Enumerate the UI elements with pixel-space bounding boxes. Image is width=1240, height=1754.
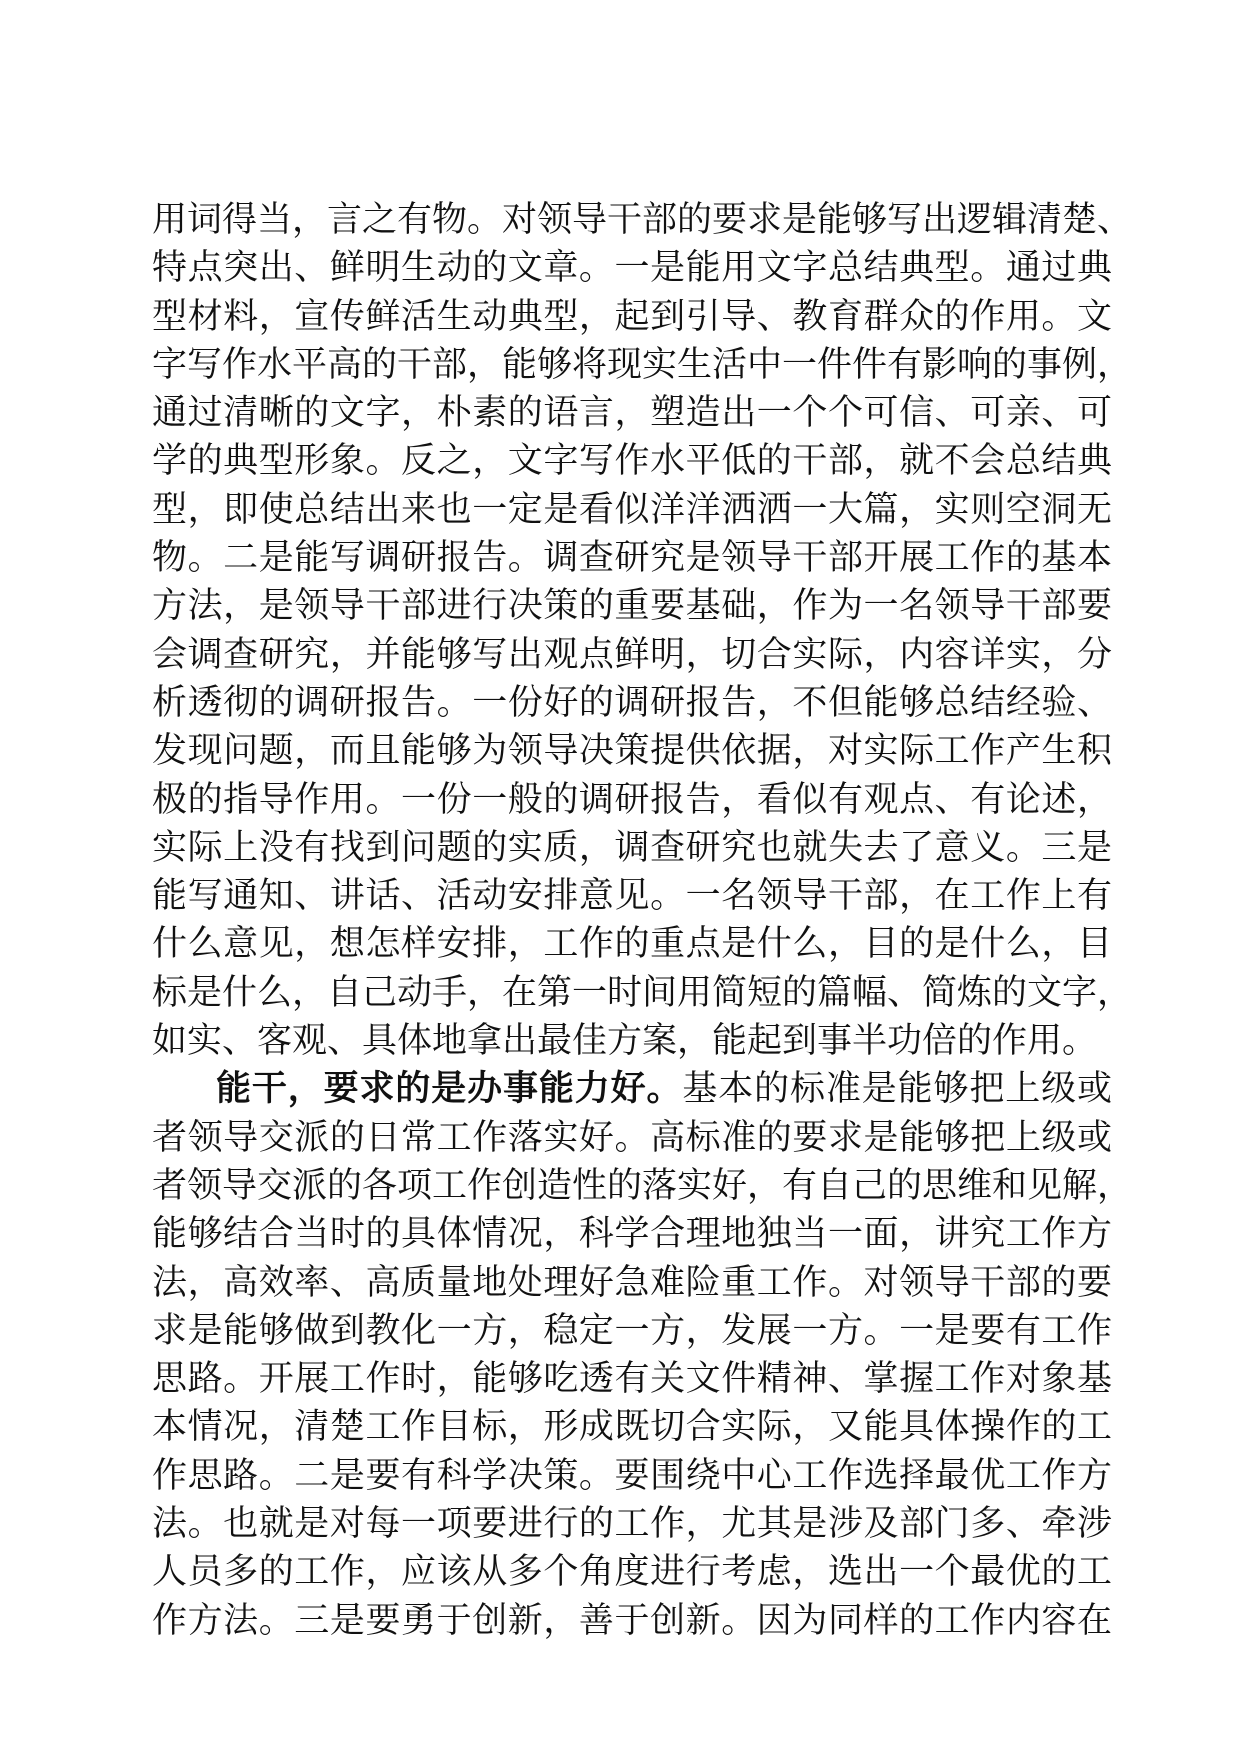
text-line: 标是什么，自己动手，在第一时间用简短的篇幅、简炼的文字， — [152, 972, 1133, 1013]
text-line: 什么意见，想怎样安排，工作的重点是什么，目的是什么，目 — [152, 924, 1112, 965]
text-line: 析透彻的调研报告。一份好的调研报告，不但能够总结经验、 — [152, 682, 1112, 723]
paragraph-heading: 能干，要求的是办事能力好。 — [216, 1068, 683, 1110]
text-line: 方法，是领导干部进行决策的重要基础，作为一名领导干部要 — [152, 586, 1112, 627]
paragraph-work-ability — [152, 1065, 1133, 1645]
text-line: 用词得当，言之有物。对领导干部的要求是能够写出逻辑清楚、 — [152, 200, 1133, 240]
text-line: 学的典型形象。反之，文字写作水平低的干部，就不会总结典 — [152, 441, 1112, 482]
text-line: 实际上没有找到问题的实质，调查研究也就失去了意义。三是 — [152, 827, 1112, 868]
text-line: 者领导交派的日常工作落实好。高标准的要求是能够把上级或 — [152, 1117, 1112, 1158]
text-line: 本情况，清楚工作目标，形成既切合实际，又能具体操作的工 — [152, 1407, 1112, 1448]
paragraph-first-line — [152, 1065, 1112, 1113]
text-line: 人员多的工作，应该从多个角度进行考虑，选出一个最优的工 — [152, 1552, 1112, 1593]
text-line: 求是能够做到教化一方，稳定一方，发展一方。一是要有工作 — [152, 1310, 1112, 1351]
text-line: 如实、客观、具体地拿出最佳方案，能起到事半功倍的作用。 — [152, 1021, 1098, 1062]
text-line: 法，高效率、高质量地处理好急难险重工作。对领导干部的要 — [152, 1262, 1112, 1303]
text-line: 作思路。二是要有科学决策。要围绕中心工作选择最优工作方 — [152, 1455, 1112, 1496]
body-text — [152, 196, 1133, 1645]
text-line: 特点突出、鲜明生动的文章。一是能用文字总结典型。通过典 — [152, 248, 1112, 289]
text-line: 极的指导作用。一份一般的调研报告，看似有观点、有论述， — [152, 779, 1112, 820]
text-line: 能够结合当时的具体情况，科学合理地独当一面，讲究工作方 — [152, 1214, 1112, 1255]
text-line: 物。二是能写调研报告。调查研究是领导干部开展工作的基本 — [152, 538, 1112, 579]
text-line: 者领导交派的各项工作创造性的落实好，有自己的思维和见解， — [152, 1165, 1133, 1206]
text-line: 型材料，宣传鲜活生动典型，起到引导、教育群众的作用。文 — [152, 296, 1112, 337]
text-line: 法。也就是对每一项要进行的工作，尤其是涉及部门多、牵涉 — [152, 1504, 1112, 1545]
text-line: 作方法。三是要勇于创新，善于创新。因为同样的工作内容在 — [152, 1600, 1112, 1641]
text-line: 能写通知、讲话、活动安排意见。一名领导干部，在工作上有 — [152, 876, 1112, 917]
paragraph-writing-ability — [152, 196, 1133, 1065]
text-line: 思路。开展工作时，能够吃透有关文件精神、掌握工作对象基 — [152, 1359, 1112, 1400]
text-run: 基本的标准是能够把上级或 — [682, 1069, 1112, 1110]
text-line: 字写作水平高的干部，能够将现实生活中一件件有影响的事例， — [152, 344, 1133, 385]
text-line: 型，即使总结出来也一定是看似洋洋洒洒一大篇，实则空洞无 — [152, 489, 1112, 530]
text-line: 发现问题，而且能够为领导决策提供依据，对实际工作产生积 — [152, 731, 1112, 772]
text-line: 会调查研究，并能够写出观点鲜明，切合实际，内容详实，分 — [152, 634, 1112, 675]
text-line: 通过清晰的文字，朴素的语言，塑造出一个个可信、可亲、可 — [152, 393, 1112, 434]
